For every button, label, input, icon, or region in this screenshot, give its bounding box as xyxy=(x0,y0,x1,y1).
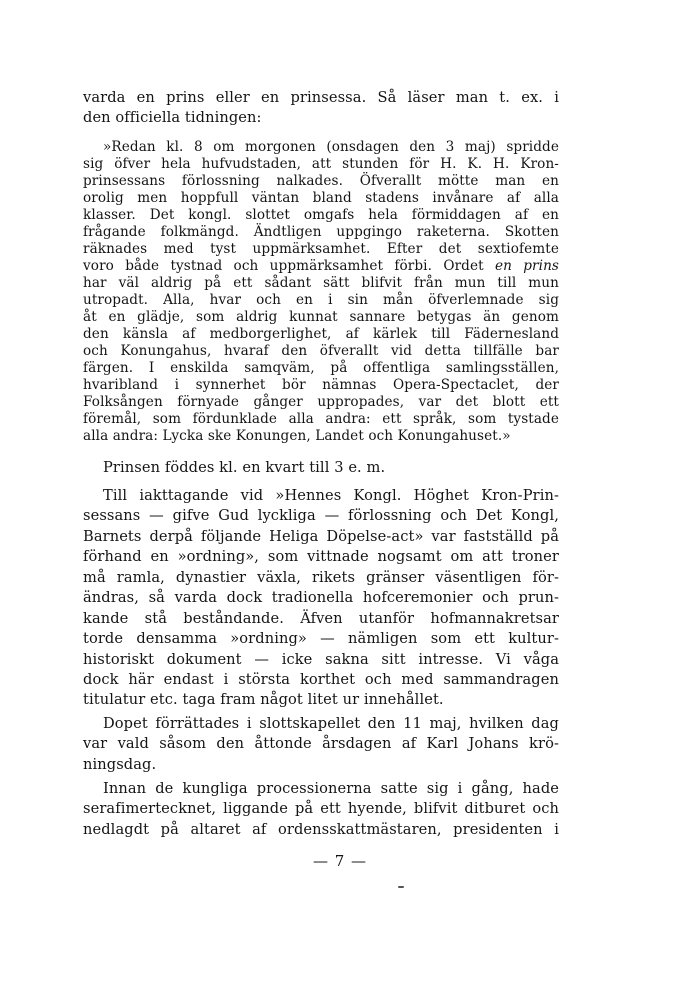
quote-line: »Redan kl. 8 om morgonen (onsdagen den 3 maj) spridde xyxy=(103,139,559,155)
quote-line: hvaribland i synnerhet bör nämnas Opera-Spectaclet, der xyxy=(83,377,559,393)
quote-line: Folksången förnyade gånger uppropades, var det blott ett xyxy=(83,394,559,410)
text-line: historiskt dokument — icke sakna sitt intresse. Vi våga xyxy=(83,651,559,668)
quote-line: har väl aldrig på ett sådant sätt blifvit från mun till mun xyxy=(83,275,559,291)
text-line: torde densamma »ordning» — nämligen som ett kultur- xyxy=(83,630,559,647)
text-line: var vald såsom den åttonde årsdagen af Karl Johans krö- xyxy=(83,735,559,752)
quote-line: sig öfver hela hufvudstaden, att stunden för H. K. H. Kron- xyxy=(83,156,559,172)
quote-line: den känsla af medborgerlighet, af kärlek till Fädernesland xyxy=(83,326,559,342)
text-line: sessans — gifve Gud lyckliga — förlossning och Det Kongl, xyxy=(83,507,559,524)
text-line: varda en prins eller en prinsessa. Så läser man t. ex. i xyxy=(83,89,559,106)
text-line: titulatur etc. taga fram något litet ur innehållet. xyxy=(83,691,444,708)
page-number: — 7 — xyxy=(312,852,368,870)
text-line: Dopet förrättades i slottskapellet den 11 maj, hvilken dag xyxy=(103,715,559,732)
text-line: förhand en »ordning», som vittnade nogsamt om att troner xyxy=(83,548,559,565)
quote-line: räknades med tyst uppmärksamhet. Efter det sextiofemte xyxy=(83,241,559,257)
emphasis-text: en prins xyxy=(494,258,560,274)
quote-line: föremål, som fördunklade alla andra: ett språk, som tystade xyxy=(83,411,559,427)
quote-line: utropadt. Alla, hvar och en i sin mån öfverlemnade sig xyxy=(83,292,559,308)
quote-line: orolig men hoppfull väntan bland stadens invånare af alla xyxy=(83,190,559,206)
text-line: dock här endast i största korthet och med sammandragen xyxy=(83,671,559,688)
text-line: kande stå beståndande. Äfven utanför hofmannakretsar xyxy=(83,610,559,627)
quote-line: voro både tystnad och uppmärksamhet förbi. Ordet en prins xyxy=(83,258,560,274)
text-line: ändras, så varda dock tradionella hofceremonier och prun- xyxy=(83,589,559,606)
text-line: må ramla, dynastier växla, rikets gränser väsentligen för- xyxy=(83,569,559,586)
text-line: Innan de kungliga processionerna satte sig i gång, hade xyxy=(103,780,559,797)
text-line: den officiella tidningen: xyxy=(83,109,262,126)
text-line: nedlagdt på altaret af ordensskattmästaren, presidenten i xyxy=(83,821,559,838)
quote-line: alla andra: Lycka ske Konungen, Landet och Konungahuset.» xyxy=(83,428,511,444)
text-line: serafimertecknet, liggande på ett hyende, blifvit ditburet och xyxy=(83,800,559,817)
quote-line: prinsessans förlossning nalkades. Öfverallt mötte man en xyxy=(83,173,559,189)
quote-line: och Konungahus, hvaraf den öfverallt vid detta tillfälle bar xyxy=(83,343,559,359)
text-line: ningsdag. xyxy=(83,756,157,773)
print-mark xyxy=(398,886,404,888)
text-line: Prinsen föddes kl. en kvart till 3 e. m. xyxy=(103,459,386,476)
quote-line: färgen. I enskilda samqväm, på offentliga samlingsställen, xyxy=(83,360,559,376)
quote-line: frågande folkmängd. Ändtligen uppgingo raketerna. Skotten xyxy=(83,224,559,240)
text-line: Till iakttagande vid »Hennes Kongl. Höghet Kron-Prin- xyxy=(103,487,559,504)
quote-line: klasser. Det kongl. slottet omgafs hela förmiddagen af en xyxy=(83,207,559,223)
text-line: Barnets derpå följande Heliga Döpelse-act» var fastställd på xyxy=(83,528,559,545)
quote-line: åt en glädje, som aldrig kunnat sannare betygas än genom xyxy=(83,309,559,325)
